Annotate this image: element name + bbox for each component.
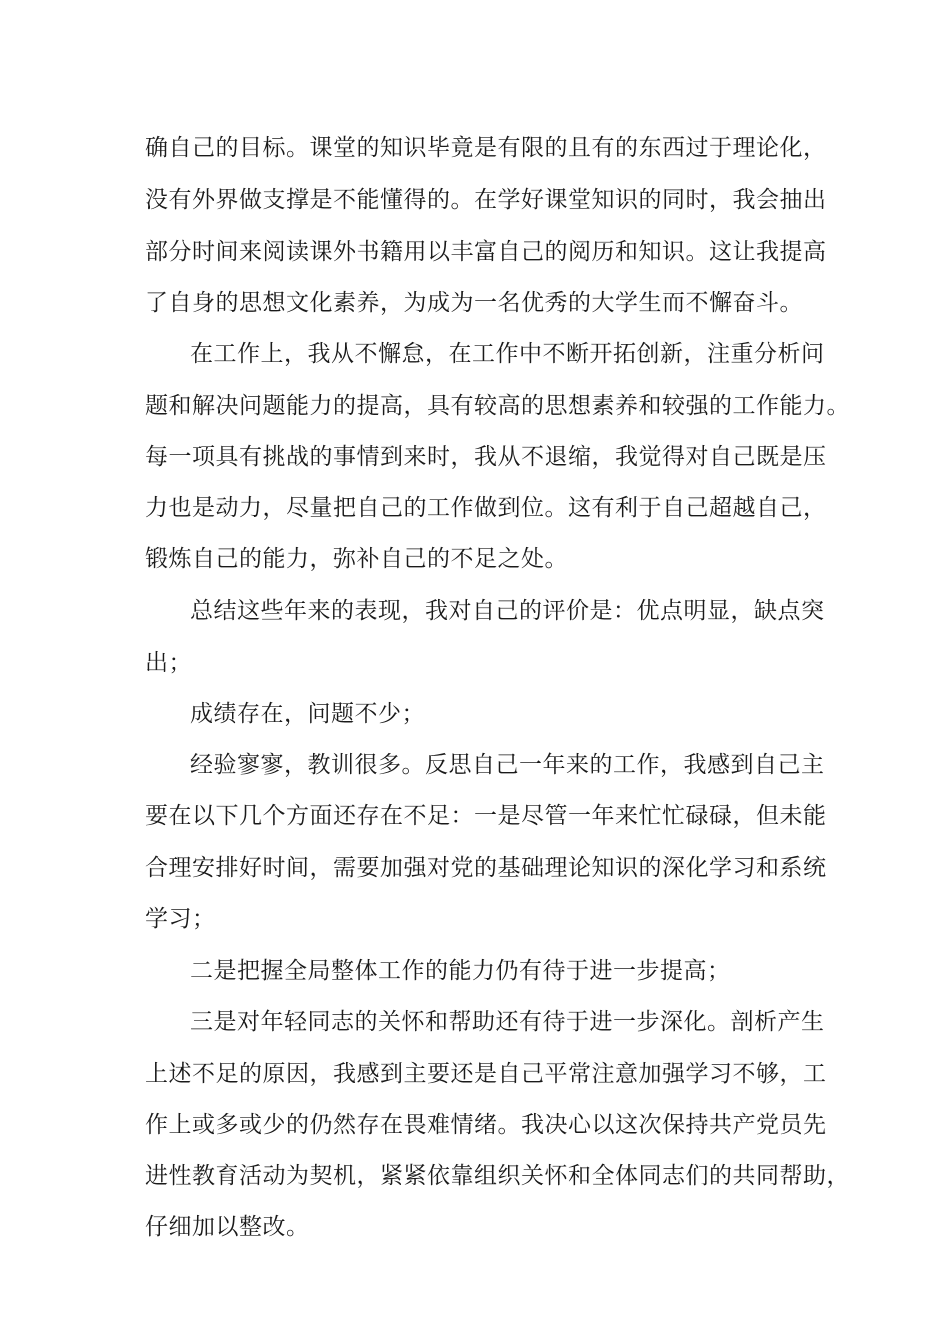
- text-line: 没有外界做支撑是不能懂得的。在学好课堂知识的同时，我会抽出: [145, 187, 827, 213]
- text-line: 仔细加以整改。: [145, 1214, 310, 1240]
- text-line: 上述不足的原因，我感到主要还是自己平常注意加强学习不够，工: [145, 1061, 827, 1087]
- text-line: 进性教育活动为契机，紧紧依靠组织关怀和全体同志们的共同帮助，: [145, 1163, 850, 1189]
- text-line: 确自己的目标。课堂的知识毕竟是有限的且有的东西过于理论化，: [145, 135, 827, 161]
- text-line: 力也是动力，尽量把自己的工作做到位。这有利于自己超越自己，: [145, 495, 827, 521]
- text-line: 作上或多或少的仍然存在畏难情绪。我决心以这次保持共产党员先: [145, 1112, 827, 1138]
- text-line: 部分时间来阅读课外书籍用以丰富自己的阅历和知识。这让我提高: [145, 239, 827, 265]
- paragraph-first-line: 三是对年轻同志的关怀和帮助还有待于进一步深化。剖析产生: [190, 1009, 825, 1035]
- paragraph-first-line: 经验寥寥，教训很多。反思自己一年来的工作，我感到自己主: [190, 752, 825, 778]
- text-line: 题和解决问题能力的提高，具有较高的思想素养和较强的工作能力。: [145, 393, 850, 419]
- text-line: 每一项具有挑战的事情到来时，我从不退缩，我觉得对自己既是压: [145, 444, 827, 470]
- text-line: 要在以下几个方面还存在不足：一是尽管一年来忙忙碌碌，但未能: [145, 803, 827, 829]
- paragraph-first-line: 总结这些年来的表现，我对自己的评价是：优点明显，缺点突: [190, 598, 825, 624]
- text-line: 锻炼自己的能力，弥补自己的不足之处。: [145, 546, 568, 572]
- text-line: 了自身的思想文化素养，为成为一名优秀的大学生而不懈奋斗。: [145, 290, 803, 316]
- paragraph-first-line: 成绩存在，问题不少；: [190, 701, 425, 727]
- text-line: 合理安排好时间，需要加强对党的基础理论知识的深化学习和系统: [145, 855, 827, 881]
- text-line: 学习；: [145, 906, 216, 932]
- paragraph-first-line: 在工作上，我从不懈怠，在工作中不断开拓创新，注重分析问: [190, 341, 825, 367]
- paragraph-first-line: 二是把握全局整体工作的能力仍有待于进一步提高；: [190, 958, 731, 984]
- text-line: 出；: [145, 650, 192, 676]
